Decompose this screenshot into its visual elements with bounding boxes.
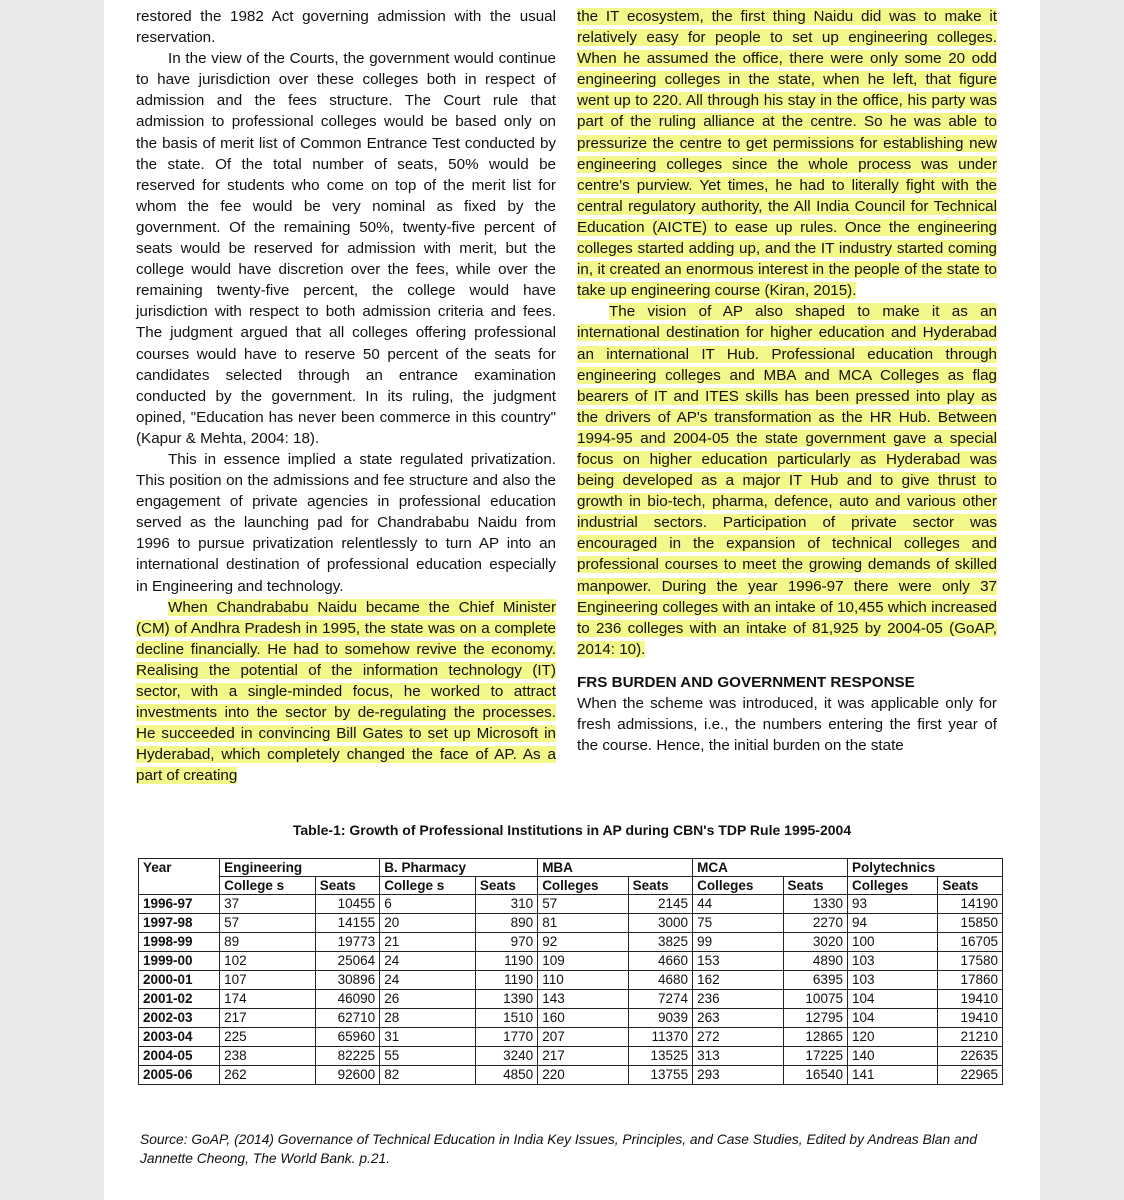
highlight-span: When Chandrababu Naidu became the Chief Minister (CM) of Andhra Pradesh in 1995, the state was on a complete decline financially. He had to somehow revive the economy. Realising the potential of the information technology (IT) sector, with a single-minded focus, he worked to attract investments into the sector by de-regulating the processes. He succeeded in convincing Bill Gates to set up Microsoft in Hyderabad, which completely changed the face of AP. As a part of creating [136,598,556,785]
table-cell: 1770 [475,1028,537,1047]
table-header-year: Year [139,859,220,895]
table-cell: 28 [380,1009,476,1028]
table-cell: 970 [475,933,537,952]
table-cell: 174 [220,990,316,1009]
table-row [139,952,1003,971]
table-cell: 7274 [628,990,692,1009]
source-note: Source: GoAP, (2014) Governance of Technical Education in India Key Issues, Principles, and Case Studies, Edited by Andreas Blan and Jannette Cheong, The World Bank. p.21. [140,1132,978,1166]
table-cell: 99 [693,933,783,952]
table-cell: 11370 [628,1028,692,1047]
table-cell: 94 [847,914,937,933]
table-cell: 310 [475,895,537,914]
table-cell: 217 [220,1009,316,1028]
paragraph: In the view of the Courts, the government would continue to have jurisdiction over these colleges both in respect of admission and the fees structure. The Court rule that admission to professional colleges would be based only on the basis of merit list of Common Entrance Test conducted by the state. Of the total number of seats, 50% would be reserved for students who come on top of the merit list for whom the fee would be very nominal as fixed by the government. Of the remaining 50%, twenty-five percent of seats would be reserved for admission with merit, but the college would have discretion over the fees, while over the remaining twenty-five percent, the college would have jurisdiction with respect to both admission criteria and fees. The judgment argued that all colleges offering professional courses would have to reserve 50 percent of the seats for candidates selected through an entrance examination conducted by the government. In its ruling, the judgment opined, "Education has never been commerce in this country" (Kapur & Mehta, 2004: 18). [136,50,556,447]
table-cell: 14190 [938,895,1003,914]
table-cell: 9039 [628,1009,692,1028]
table-cell: 217 [538,1047,628,1066]
table-cell: 13755 [628,1066,692,1085]
table-cell: 272 [693,1028,783,1047]
table-subheader: Seats [628,877,692,895]
table-row [139,1047,1003,1066]
table-cell: 12865 [783,1028,847,1047]
table-cell: 46090 [315,990,379,1009]
table-subheader: Colleges [538,877,628,895]
table-cell-year: 1996-97 [139,895,220,914]
table-cell: 140 [847,1047,937,1066]
table-cell: 21210 [938,1028,1003,1047]
table-cell-year: 2004-05 [139,1047,220,1066]
table-cell-year: 2002-03 [139,1009,220,1028]
table-row [139,990,1003,1009]
table-body [139,895,1003,1085]
table-cell: 75 [693,914,783,933]
table-header-mba: MBA [538,859,693,877]
table-cell-year: 2003-04 [139,1028,220,1047]
highlight-span: the IT ecosystem, the first thing Naidu did was to make it relatively easy for people to set up engineering colleges. When he assumed the office, there were only some 20 odd engineering colleges in the state, when he left, that figure went up to 220. All through his stay in the office, his party was part of the ruling alliance at the centre. So he was able to pressurize the centre to get permissions for establishing new engineering colleges since the whole process was under centre's purview. Yet times, he had to literally fight with the central regulatory authority, the All India Council for Technical Education (AICTE) to ease up rules. Once the engineering colleges started adding up, and the IT industry started coming in, it created an enormous interest in the people of the state to take up engineering course (Kiran, 2015). [577,8,997,300]
table-cell: 3825 [628,933,692,952]
institutions-table [138,858,1003,1085]
highlighted-paragraph [577,6,997,301]
table-cell: 107 [220,971,316,990]
table-cell: 16705 [938,933,1003,952]
table-cell: 14155 [315,914,379,933]
table-cell: 10075 [783,990,847,1009]
table-cell: 82 [380,1066,476,1085]
table-cell: 293 [693,1066,783,1085]
table-cell: 30896 [315,971,379,990]
table-row [139,1009,1003,1028]
table-cell: 104 [847,1009,937,1028]
table-cell: 4660 [628,952,692,971]
table-row [139,895,1003,914]
table-cell: 21 [380,933,476,952]
table-cell: 31 [380,1028,476,1047]
table-cell: 1510 [475,1009,537,1028]
table-cell: 110 [538,971,628,990]
table-cell-year: 1999-00 [139,952,220,971]
table-header-mca: MCA [693,859,848,877]
table-cell-year: 2000-01 [139,971,220,990]
section-heading: FRS BURDEN AND GOVERNMENT RESPONSE [577,673,915,691]
table-cell: 25064 [315,952,379,971]
table-cell: 65960 [315,1028,379,1047]
table-cell: 17580 [938,952,1003,971]
table-subheader: Seats [783,877,847,895]
table-cell: 17225 [783,1047,847,1066]
table-cell: 16540 [783,1066,847,1085]
table-row [139,971,1003,990]
table-cell: 3000 [628,914,692,933]
table-cell: 4680 [628,971,692,990]
table-cell: 89 [220,933,316,952]
table-cell: 57 [220,914,316,933]
table-cell: 19410 [938,1009,1003,1028]
table-cell: 13525 [628,1047,692,1066]
table-cell: 22635 [938,1047,1003,1066]
table-cell-year: 2005-06 [139,1066,220,1085]
table-cell: 62710 [315,1009,379,1028]
table-row [139,933,1003,952]
table-cell: 236 [693,990,783,1009]
table-subheader: Seats [475,877,537,895]
table-cell: 26 [380,990,476,1009]
table-subheader: Colleges [693,877,783,895]
table-cell: 102 [220,952,316,971]
table-cell: 162 [693,971,783,990]
table-cell: 6395 [783,971,847,990]
table-cell: 207 [538,1028,628,1047]
table-cell: 1190 [475,952,537,971]
paragraph: This in essence implied a state regulated privatization. This position on the admissions and fee structure and also the engagement of private agencies in professional education served as the launching pad for Chandrababu Naidu from 1996 to pursue privatization relentlessly to turn AP into an international destination of professional education especially in Engineering and technology. [136,450,556,595]
highlighted-paragraph [577,301,997,660]
table-cell: 15850 [938,914,1003,933]
table-cell: 143 [538,990,628,1009]
table-cell: 104 [847,990,937,1009]
table-cell: 109 [538,952,628,971]
table-cell: 6 [380,895,476,914]
table-row [139,914,1003,933]
table-subheader: College s [380,877,476,895]
table-cell: 4850 [475,1066,537,1085]
table-cell-year: 2001-02 [139,990,220,1009]
table-subheader: College s [220,877,316,895]
table-cell: 24 [380,971,476,990]
table-subheader: Seats [938,877,1003,895]
table-cell: 55 [380,1047,476,1066]
highlight-span: The vision of AP also shaped to make it as an international destination for higher education and Hyderabad an international IT Hub. Professional education through engineering colleges and MBA and MCA Colleges as flag bearers of IT and ITES skills has been pressed into play as the drivers of AP's transformation as the HR Hub. Between 1994-95 and 2004-05 the state government gave a special focus on higher education particularly as Hyderabad was being developed as a major IT Hub and to give thrust to growth in bio-tech, pharma, defence, auto and various other industrial sectors. Participation of private sector was encouraged in the expansion of technical colleges and professional courses to meet the growing demands of skilled manpower. During the year 1996-97 there were only 37 Engineering colleges with an intake of 10,455 which increased to 236 colleges with an intake of 81,925 by 2004-05 (GoAP, 2014: 10). [577,303,997,658]
table-header-bpharmacy: B. Pharmacy [380,859,538,877]
table-cell: 141 [847,1066,937,1085]
table-cell: 3240 [475,1047,537,1066]
table-cell: 220 [538,1066,628,1085]
table-caption: Table-1: Growth of Professional Institutions in AP during CBN's TDP Rule 1995-2004 [292,822,852,838]
table-cell: 10455 [315,895,379,914]
table-cell: 2270 [783,914,847,933]
table-cell: 103 [847,952,937,971]
table-cell: 57 [538,895,628,914]
table-cell: 3020 [783,933,847,952]
table-cell: 103 [847,971,937,990]
paragraph: When the scheme was introduced, it was applicable only for fresh admissions, i.e., the numbers entering the first year of the course. Hence, the initial burden on the state [577,695,997,755]
table-header-polytechnics: Polytechnics [847,859,1002,877]
table-cell: 263 [693,1009,783,1028]
table-cell: 24 [380,952,476,971]
table-cell: 225 [220,1028,316,1047]
table-header-engineering: Engineering [220,859,380,877]
document-page [104,0,1040,1200]
table-cell: 890 [475,914,537,933]
table-cell: 20 [380,914,476,933]
paragraph: restored the 1982 Act governing admission with the usual reservation. [136,8,556,47]
table-cell: 19773 [315,933,379,952]
table-sub-header-row [139,877,1003,895]
table-cell: 22965 [938,1066,1003,1085]
table-cell: 92600 [315,1066,379,1085]
table-cell: 93 [847,895,937,914]
right-text-column [577,6,997,756]
table-cell-year: 1997-98 [139,914,220,933]
table-subheader: Seats [315,877,379,895]
table-cell-year: 1998-99 [139,933,220,952]
table-row [139,1066,1003,1085]
highlighted-paragraph [136,597,556,787]
table-cell: 120 [847,1028,937,1047]
table-cell: 2145 [628,895,692,914]
table-cell: 12795 [783,1009,847,1028]
table-cell: 82225 [315,1047,379,1066]
left-text-column [136,6,556,786]
table-group-header-row [139,859,1003,877]
table-cell: 153 [693,952,783,971]
table-cell: 92 [538,933,628,952]
table-cell: 37 [220,895,316,914]
table-cell: 1390 [475,990,537,1009]
table-cell: 1190 [475,971,537,990]
table-cell: 1330 [783,895,847,914]
table-cell: 19410 [938,990,1003,1009]
table-row [139,1028,1003,1047]
table-cell: 238 [220,1047,316,1066]
table-cell: 262 [220,1066,316,1085]
table-cell: 81 [538,914,628,933]
table-subheader: Colleges [847,877,937,895]
table-cell: 160 [538,1009,628,1028]
table-cell: 100 [847,933,937,952]
table-cell: 44 [693,895,783,914]
table-cell: 17860 [938,971,1003,990]
table-cell: 4890 [783,952,847,971]
table-cell: 313 [693,1047,783,1066]
